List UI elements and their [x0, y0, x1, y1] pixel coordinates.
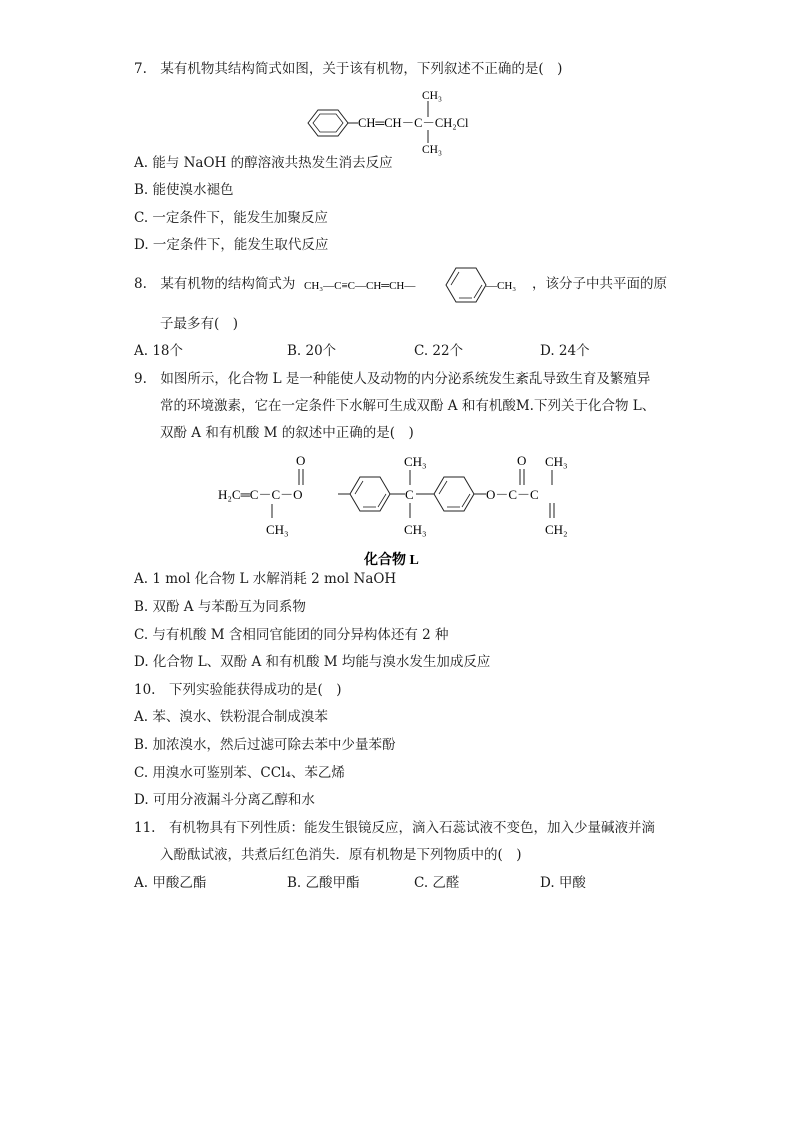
- q7-top-ch3: CH₃: [422, 90, 442, 102]
- q7-chain-text: CH═CH－C－CH₂Cl: [358, 116, 469, 130]
- q9-option-c: C. 与有机酸 M 含相同官能团的同分异构体还有 2 种: [134, 627, 449, 643]
- q10-stem: 10. 下列实验能获得成功的是( ): [134, 682, 342, 698]
- q8-option-d: D. 24个: [540, 343, 590, 359]
- q11-option-d: D. 甲酸: [540, 875, 586, 891]
- compound-l-center-c: C: [405, 487, 414, 502]
- q8-stem-prefix: 8. 某有机物的结构简式为: [134, 276, 296, 292]
- q11-stem-line2: 入酚酞试液，共煮后红色消失．原有机物是下列物质中的( ): [160, 847, 522, 863]
- q7-option-c: C. 一定条件下，能发生加聚反应: [134, 210, 328, 226]
- q8-option-c: C. 22个: [414, 343, 464, 359]
- q7-option-d: D. 一定条件下，能发生取代反应: [134, 237, 329, 253]
- q7-option-a: A. 能与 NaOH 的醇溶液共热发生消去反应: [134, 155, 393, 171]
- compound-l-ch3-top: CH₃: [404, 454, 427, 469]
- compound-l-ch3-right: CH₃: [545, 454, 568, 469]
- benzene-ring-icon: [308, 110, 348, 136]
- benzene-ring-icon: [350, 477, 390, 511]
- benzene-ring-icon: [446, 268, 486, 302]
- q9-stem-line2: 常的环境激素，它在一定条件下水解可生成双酚 A 和有机酸M.下列关于化合物 L、: [160, 398, 656, 414]
- q9-option-a: A. 1 mol 化合物 L 水解消耗 2 mol NaOH: [134, 571, 397, 587]
- q9-stem-line3: 双酚 A 和有机酸 M 的叙述中正确的是( ): [160, 425, 414, 441]
- q7-structure-figure: [300, 86, 500, 156]
- q7-stem: 7. 某有机物其结构简式如图，关于该有机物，下列叙述不正确的是( ): [134, 61, 563, 77]
- benzene-ring-icon: [434, 477, 474, 511]
- q11-option-a: A. 甲酸乙酯: [134, 875, 207, 891]
- compound-l-figure: [212, 448, 592, 570]
- q10-option-a: A. 苯、溴水、铁粉混合制成溴苯: [134, 709, 328, 725]
- compound-l-o-top-left: O: [296, 453, 306, 468]
- q8-stem-line2: 子最多有( ): [160, 316, 239, 332]
- q8-formula-right: —CH₃: [486, 280, 517, 292]
- compound-l-ch3-left: CH₃: [266, 522, 289, 537]
- q9-option-b: B. 双酚 A 与苯酚互为同系物: [134, 599, 306, 615]
- q9-option-d: D. 化合物 L、双酚 A 和有机酸 M 均能与溴水发生加成反应: [134, 654, 491, 670]
- q8-formula-left: CH₃—C≡C—CH═CH—: [304, 280, 416, 292]
- q8-formula-figure: [304, 262, 532, 306]
- compound-l-ch2-right: CH₂: [545, 522, 568, 537]
- q11-option-c: C. 乙醛: [414, 875, 460, 891]
- compound-l-o-top-right: O: [517, 453, 527, 468]
- compound-l-left-group: H₂C═C－C－O: [218, 487, 303, 502]
- q7-bottom-ch3: CH₃: [422, 144, 442, 156]
- q11-option-b: B. 乙酸甲酯: [287, 875, 360, 891]
- compound-l-caption: 化合物 L: [364, 553, 419, 568]
- q10-option-b: B. 加浓溴水，然后过滤可除去苯中少量苯酚: [134, 737, 396, 753]
- q8-option-a: A. 18个: [134, 343, 184, 359]
- q9-stem-line1: 9. 如图所示，化合物 L 是一种能使人及动物的内分泌系统发生紊乱导致生育及繁殖异: [134, 371, 651, 387]
- compound-l-right-group: O－C－C: [486, 487, 539, 502]
- compound-l-ch3-bottom: CH₃: [404, 522, 427, 537]
- q8-option-b: B. 20个: [287, 343, 337, 359]
- q11-stem-line1: 11. 有机物具有下列性质：能发生银镜反应，滴入石蕊试液不变色，加入少量碱液并滴: [134, 820, 655, 836]
- q10-option-d: D. 可用分液漏斗分离乙醇和水: [134, 792, 315, 808]
- q7-option-b: B. 能使溴水褪色: [134, 182, 234, 198]
- q8-stem-suffix: ，该分子中共平面的原: [532, 276, 667, 292]
- q10-option-c: C. 用溴水可鉴别苯、CCl₄、苯乙烯: [134, 765, 345, 781]
